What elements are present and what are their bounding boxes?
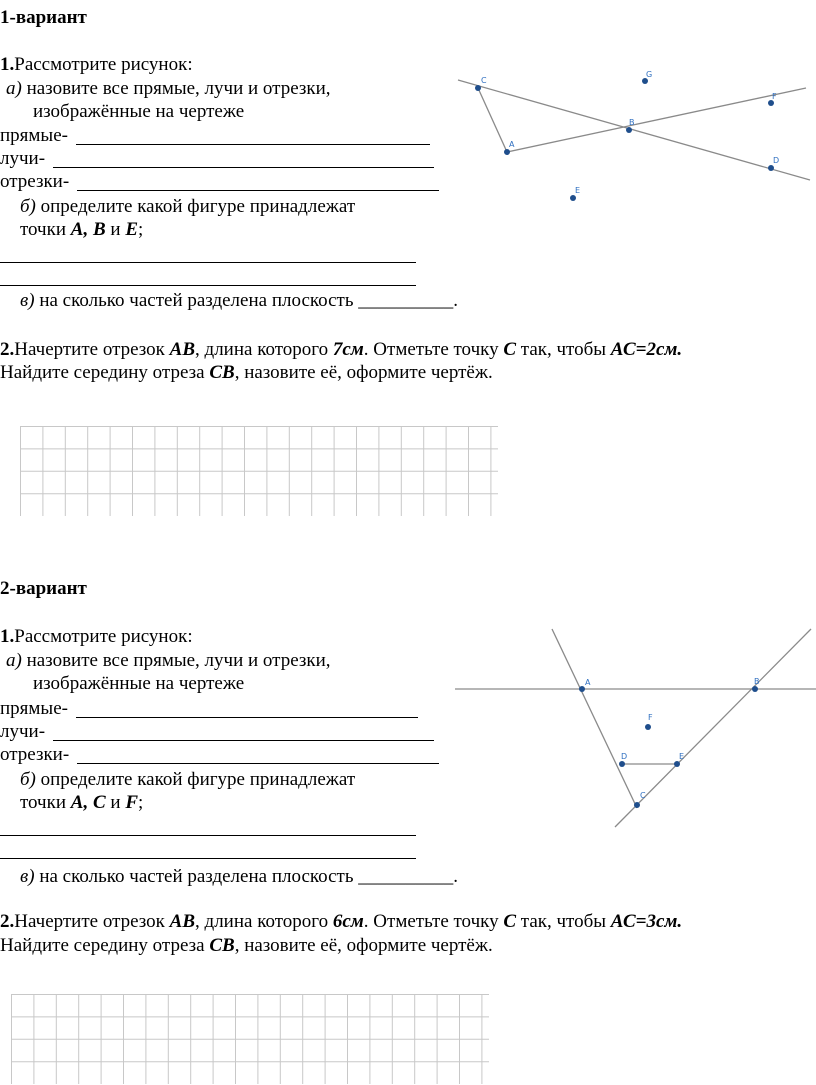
v2-qb-point2: С: [92, 792, 106, 813]
v2-q2-c: С: [503, 911, 517, 932]
v2-q2-text3: . Отметьте точку: [363, 911, 504, 932]
v2-label-f: F: [648, 713, 653, 722]
v1-q2-length: 7см: [332, 339, 364, 360]
v1-segment-ca: [478, 88, 507, 152]
v1-line-cd: [458, 80, 810, 180]
v2-point-f: [645, 724, 651, 730]
v1-drawing-grid[interactable]: [20, 426, 498, 516]
v2-q1-text: Рассмотрите рисунок:: [14, 626, 193, 647]
v1-q2-text3: . Отметьте точку: [363, 339, 504, 360]
v1-qc-line: [20, 289, 458, 312]
v1-qb-end: ;: [138, 219, 144, 240]
v2-qc-text: на сколько частей разделена плоскость __________.: [34, 866, 459, 887]
v1-qb-text: определите какой фигуре принадлежат: [35, 196, 356, 217]
v1-q1-header: [0, 53, 193, 76]
v2-lines-label: прямые-: [0, 698, 68, 719]
v2-q2-length: 6см: [332, 911, 364, 932]
variant2-title: 2-вариант: [0, 578, 87, 599]
v2-point-b: [752, 686, 758, 692]
v2-qb-marker: б): [20, 769, 36, 790]
v1-q2-line1: [0, 338, 682, 361]
v2-q2-text2: , длина которого: [195, 911, 333, 932]
v2-qb-text: определите какой фигуре принадлежат: [35, 769, 356, 790]
v1-qa-text: назовите все прямые, лучи и отрезки,: [21, 78, 331, 99]
v2-point-d: [619, 761, 625, 767]
v1-qb-points-prefix: точки: [20, 219, 71, 240]
v1-ray-af: [507, 88, 806, 152]
v1-segments-label: отрезки-: [0, 171, 70, 192]
v1-label-a: A: [509, 140, 515, 149]
v1-label-e: E: [575, 186, 581, 195]
v1-label-f: F: [772, 92, 777, 101]
v1-q2-ab: АВ: [169, 339, 196, 360]
v2-qb-answer-field-2[interactable]: [0, 858, 416, 859]
v1-qb-point2: В: [92, 219, 106, 240]
v1-geometry-figure: [440, 60, 816, 220]
v1-label-b: B: [629, 118, 635, 127]
v2-qb-answer-field-1[interactable]: [0, 835, 416, 836]
v2-qb-end: ;: [138, 792, 144, 813]
v1-q2-text2: , длина которого: [195, 339, 333, 360]
v1-qb-answer-field-2[interactable]: [0, 285, 416, 286]
v1-q2-c: С: [503, 339, 517, 360]
v2-q2-text1: Начертите отрезок: [14, 911, 170, 932]
v2-q2-ac: АС=3см.: [610, 911, 683, 932]
v2-q2-text5: Найдите середину отреза: [0, 935, 210, 956]
v2-point-e: [674, 761, 680, 767]
v2-qb-points-prefix: точки: [20, 792, 71, 813]
v1-qa-line2: изображённые на чертеже: [33, 101, 245, 122]
v2-q1-header: [0, 625, 193, 648]
v1-qb-marker: б): [20, 196, 36, 217]
v1-q2-text1: Начертите отрезок: [14, 339, 170, 360]
v2-q2-line2: [0, 934, 493, 957]
v2-label-c: C: [640, 791, 646, 800]
v1-q1-text: Рассмотрите рисунок:: [14, 54, 193, 75]
v2-label-a: A: [585, 678, 591, 687]
v2-q2-text4: так, чтобы: [516, 911, 611, 932]
v2-qa-text: назовите все прямые, лучи и отрезки,: [21, 650, 331, 671]
v2-drawing-grid[interactable]: [11, 994, 489, 1084]
v1-qb-point1: А,: [70, 219, 89, 240]
v1-point-b: [626, 127, 632, 133]
v2-q2-line1: [0, 910, 682, 933]
v1-q2-text5: Найдите середину отреза: [0, 362, 210, 383]
v2-point-c: [634, 802, 640, 808]
v2-qa-line1: [6, 649, 331, 672]
v1-point-c: [475, 85, 481, 91]
v1-q2-text6: , назовите её, оформите чертёж.: [234, 362, 493, 383]
v1-qb-and: и: [105, 219, 126, 240]
v2-q2-text6: , назовите её, оформите чертёж.: [234, 935, 493, 956]
v1-lines-answer-field[interactable]: [76, 144, 430, 145]
v1-rays-label: лучи-: [0, 148, 46, 169]
v1-point-d: [768, 165, 774, 171]
v1-q2-ac: АС=2см.: [610, 339, 683, 360]
v2-line-ac: [552, 629, 637, 808]
v2-qa-marker: а): [6, 650, 22, 671]
v1-qc-marker: в): [20, 290, 35, 311]
v1-rays-answer-field[interactable]: [53, 167, 434, 168]
v2-geometry-figure: [455, 625, 816, 833]
v1-segments-answer-field[interactable]: [77, 190, 439, 191]
v1-qb-answer-field-1[interactable]: [0, 262, 416, 263]
v1-qb-line2: [20, 218, 143, 241]
v2-qa-line2: изображённые на чертеже: [33, 673, 245, 694]
v1-q2-number: 2.: [0, 339, 15, 360]
v2-label-d: D: [621, 752, 628, 761]
v1-qb-point3: Е: [125, 219, 138, 240]
v2-qb-and: и: [105, 792, 126, 813]
v2-q2-number: 2.: [0, 911, 15, 932]
v1-label-g: G: [646, 70, 653, 79]
v2-qb-line1: [20, 768, 355, 791]
v1-qc-text: на сколько частей разделена плоскость __________.: [34, 290, 459, 311]
v2-qc-line: [20, 865, 458, 888]
v1-qa-marker: а): [6, 78, 22, 99]
v2-q2-cb: СВ: [209, 935, 235, 956]
v1-label-d: D: [773, 156, 780, 165]
v1-point-a: [504, 149, 510, 155]
v2-segments-label: отрезки-: [0, 744, 70, 765]
v2-rays-label: лучи-: [0, 721, 46, 742]
v2-label-b: B: [754, 677, 760, 686]
v1-q2-text4: так, чтобы: [516, 339, 611, 360]
v2-qb-line2: [20, 791, 143, 814]
v2-qc-marker: в): [20, 866, 35, 887]
v1-q1-number: 1.: [0, 54, 15, 75]
v2-label-e: E: [679, 752, 685, 761]
v2-segments-answer-field[interactable]: [77, 763, 439, 764]
v1-q2-line2: [0, 361, 493, 384]
v2-lines-answer-field[interactable]: [76, 717, 418, 718]
v1-qb-line1: [20, 195, 355, 218]
v2-qb-point3: F: [125, 792, 138, 813]
v1-label-c: C: [481, 76, 487, 85]
v1-qa-line1: [6, 77, 331, 100]
v2-qb-point1: А,: [70, 792, 89, 813]
v1-point-e: [570, 195, 576, 201]
v1-q2-cb: СВ: [209, 362, 235, 383]
variant1-title: 1-вариант: [0, 7, 87, 28]
v2-rays-answer-field[interactable]: [53, 740, 434, 741]
v2-q1-number: 1.: [0, 626, 15, 647]
v1-lines-label: прямые-: [0, 125, 68, 146]
v2-q2-ab: АВ: [169, 911, 196, 932]
